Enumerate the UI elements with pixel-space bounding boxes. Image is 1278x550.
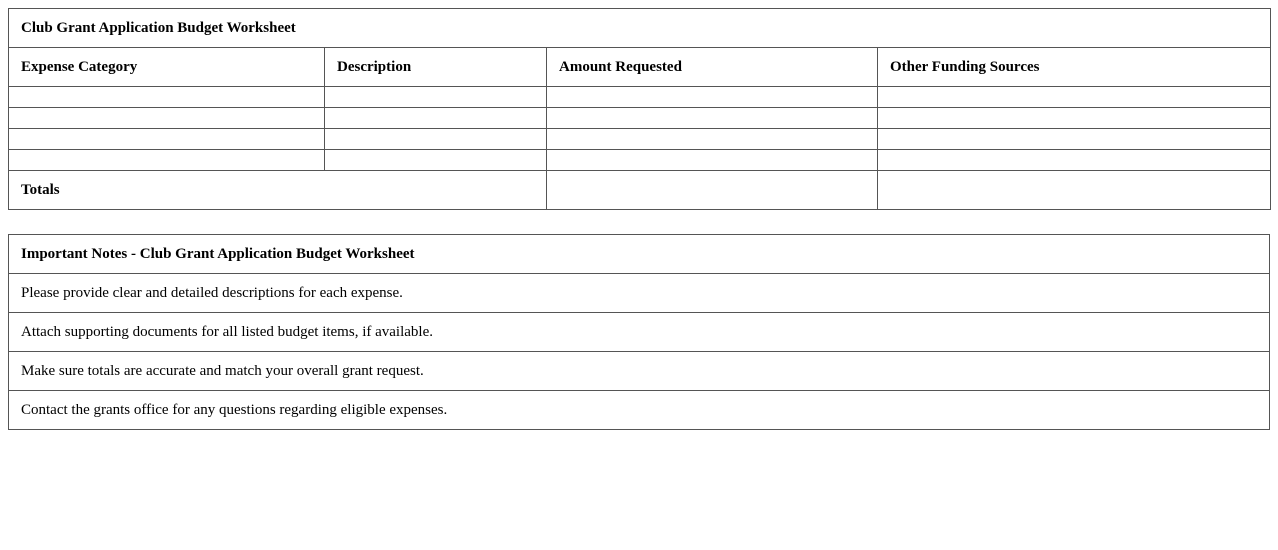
expense-category-cell[interactable] [9, 129, 325, 150]
table-row [9, 150, 1271, 171]
budget-worksheet-table [8, 8, 1271, 210]
important-notes-table [8, 234, 1270, 430]
column-header-description: Description [325, 48, 547, 87]
note-text: Please provide clear and detailed descriptions for each expense. [9, 274, 1270, 313]
other-funding-cell[interactable] [878, 129, 1271, 150]
notes-title: Important Notes - Club Grant Application Budget Worksheet [9, 235, 1270, 274]
table-row [9, 129, 1271, 150]
note-text: Attach supporting documents for all listed budget items, if available. [9, 313, 1270, 352]
description-cell[interactable] [325, 87, 547, 108]
column-header-amount-requested: Amount Requested [547, 48, 878, 87]
other-funding-cell[interactable] [878, 87, 1271, 108]
totals-row [9, 171, 1271, 210]
totals-other-funding-cell[interactable] [878, 171, 1271, 210]
budget-header-row [9, 48, 1271, 87]
budget-title: Club Grant Application Budget Worksheet [9, 9, 1271, 48]
description-cell[interactable] [325, 129, 547, 150]
budget-title-row [9, 9, 1271, 48]
amount-requested-cell[interactable] [547, 108, 878, 129]
totals-amount-requested-cell[interactable] [547, 171, 878, 210]
expense-category-cell[interactable] [9, 150, 325, 171]
list-item [9, 352, 1270, 391]
table-row [9, 108, 1271, 129]
amount-requested-cell[interactable] [547, 150, 878, 171]
table-row [9, 87, 1271, 108]
amount-requested-cell[interactable] [547, 129, 878, 150]
list-item [9, 274, 1270, 313]
other-funding-cell[interactable] [878, 108, 1271, 129]
note-text: Contact the grants office for any questions regarding eligible expenses. [9, 391, 1270, 430]
list-item [9, 313, 1270, 352]
description-cell[interactable] [325, 108, 547, 129]
column-header-other-funding-sources: Other Funding Sources [878, 48, 1271, 87]
other-funding-cell[interactable] [878, 150, 1271, 171]
list-item [9, 391, 1270, 430]
expense-category-cell[interactable] [9, 87, 325, 108]
amount-requested-cell[interactable] [547, 87, 878, 108]
note-text: Make sure totals are accurate and match your overall grant request. [9, 352, 1270, 391]
notes-title-row [9, 235, 1270, 274]
description-cell[interactable] [325, 150, 547, 171]
expense-category-cell[interactable] [9, 108, 325, 129]
totals-label: Totals [9, 171, 547, 210]
column-header-expense-category: Expense Category [9, 48, 325, 87]
